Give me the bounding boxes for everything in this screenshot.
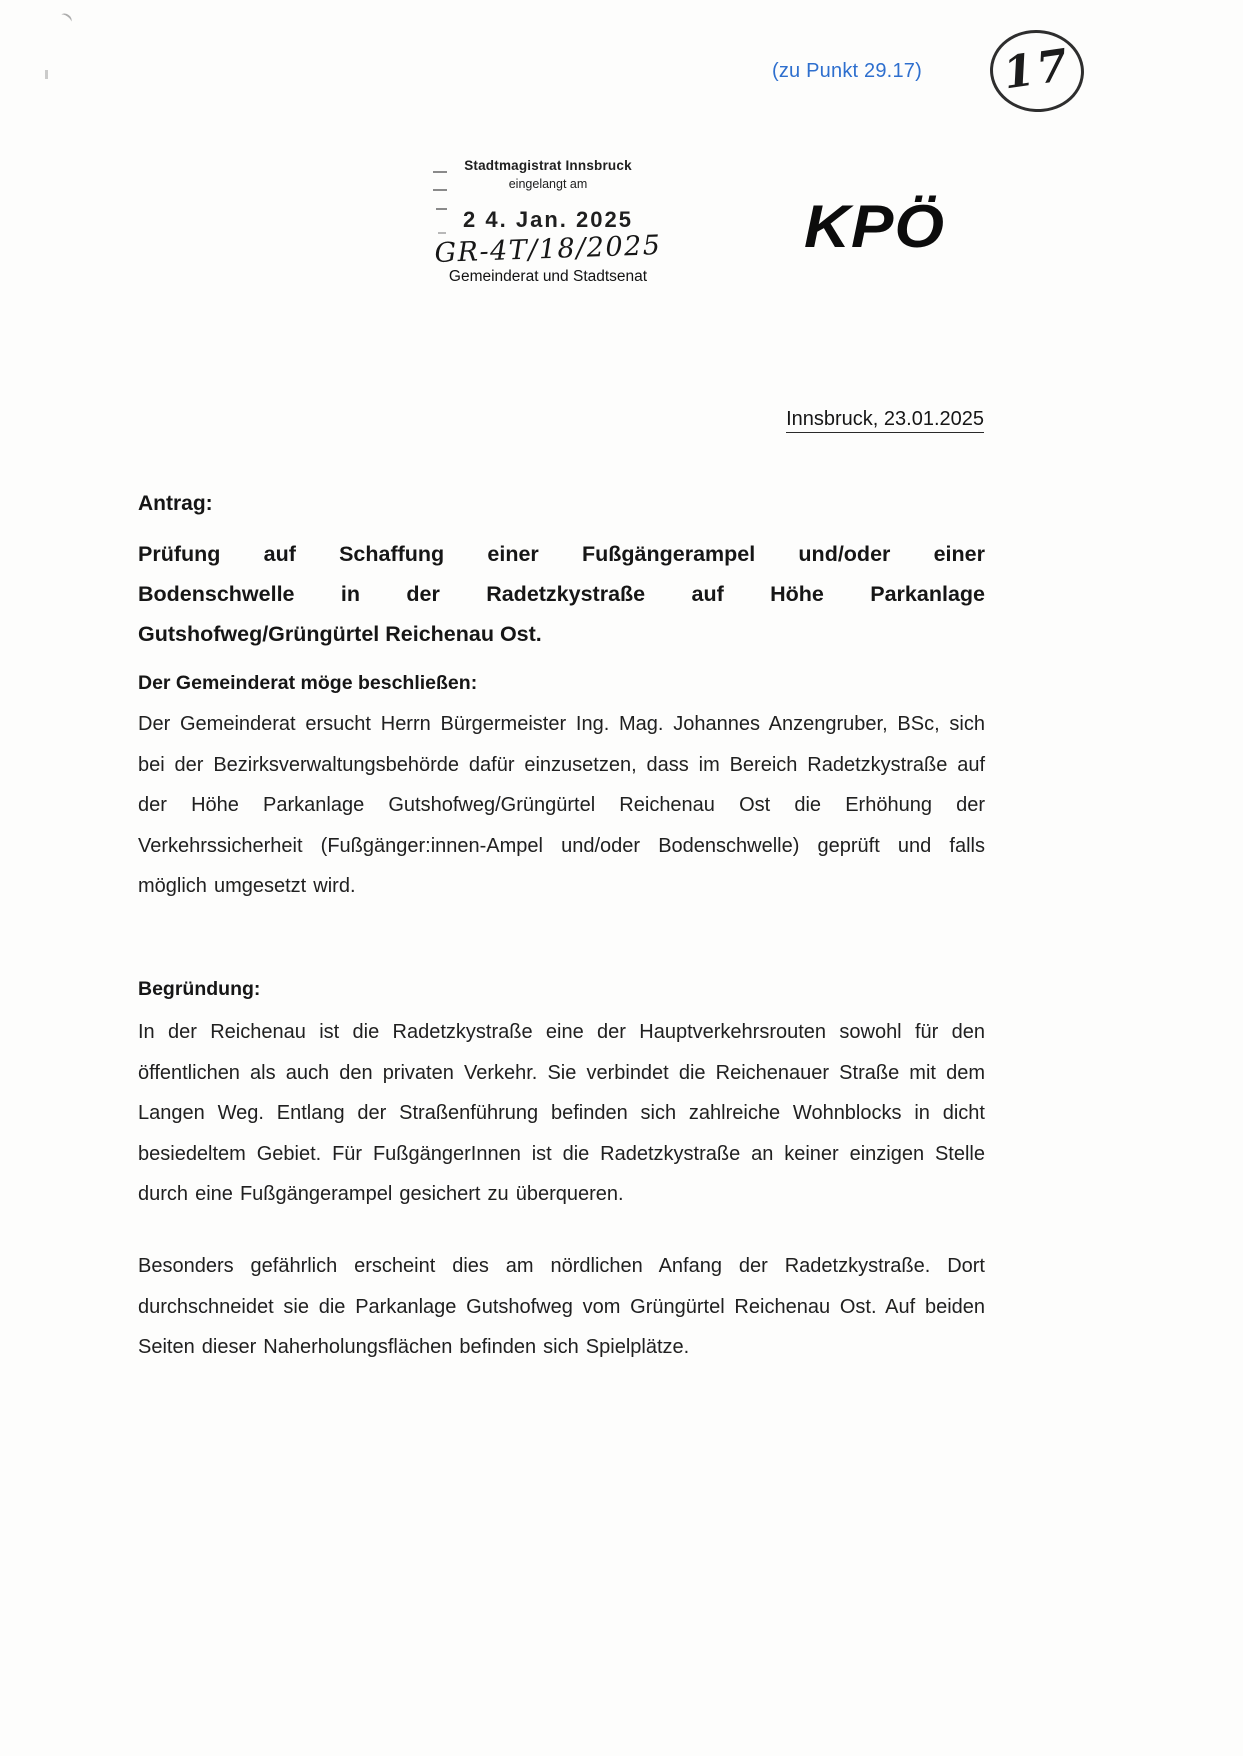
handwritten-reference: GR-4T/18/2025 — [434, 230, 662, 269]
stamp-received-label: eingelangt am — [508, 177, 588, 191]
stamp-org-line: Stadtmagistrat Innsbruck — [464, 158, 632, 173]
stamp-received-date: 2 4. Jan. 2025 — [463, 207, 633, 232]
scan-artifact — [59, 11, 74, 25]
resolution-paragraph: Der Gemeinderat ersucht Herrn Bürgermeister Ing. Mag. Johannes Anzengruber, BSc, sich bei der Bezirksverwaltungsbehörde dafür einzusetzen, dass im Bereich Radetzkystraße auf der Höhe Parkanlage Gutshofweg/Grüngürtel Reichenau Ost die Erhöhung der Verkehrssicherheit (Fußgänger:innen-Ampel und/oder Bodenschwelle) geprüft und falls möglich umgesetzt wird. — [138, 713, 985, 897]
reasoning-heading: Begründung: — [138, 978, 261, 1000]
handwritten-sheet-number-circle — [987, 27, 1086, 115]
place-date-line — [138, 408, 984, 431]
agenda-point-reference: (zu Punkt 29.17) — [772, 60, 922, 82]
place-date-text: Innsbruck, 23.01.2025 — [786, 408, 984, 433]
entry-stamp — [408, 158, 688, 286]
kpoe-logo: KPÖ — [804, 193, 946, 260]
scan-artifact — [45, 70, 48, 79]
stamp-department-line: Gemeinderat und Stadtsenat — [448, 268, 648, 285]
motion-title-line: Prüfung auf Schaffung einer Fußgängerampel und/oder einer — [138, 542, 985, 566]
handwritten-sheet-number: 17 — [1000, 39, 1074, 100]
motion-title-line: Bodenschwelle in der Radetzkystraße auf Höhe Parkanlage — [138, 582, 985, 606]
reasoning-paragraph-2: Besonders gefährlich erscheint dies am nördlichen Anfang der Radetzkystraße. Dort durchschneidet sie die Parkanlage Gutshofweg vom Grüngürtel Reichenau Ost. Auf beiden Seiten dieser Naherholungsflächen befinden sich Spielplätze. — [138, 1255, 985, 1358]
resolution-heading: Der Gemeinderat möge beschließen: — [138, 672, 478, 694]
reasoning-paragraph-1: In der Reichenau ist die Radetzkystraße eine der Hauptverkehrsrouten sowohl für den öffentlichen als auch den privaten Verkehr. Sie verbindet die Reichenauer Straße mit dem Langen Weg. Entlang der Straßenführung befinden sich zahlreiche Wohnblocks in dicht besiedeltem Gebiet. Für FußgängerInnen ist die Radetzkystraße an keiner einzigen Stelle durch eine Fußgängerampel gesichert zu überqueren. — [138, 1021, 985, 1205]
motion-title-line: Gutshofweg/Grüngürtel Reichenau Ost. — [138, 622, 542, 646]
motion-title — [138, 534, 985, 654]
motion-label: Antrag: — [138, 492, 213, 515]
